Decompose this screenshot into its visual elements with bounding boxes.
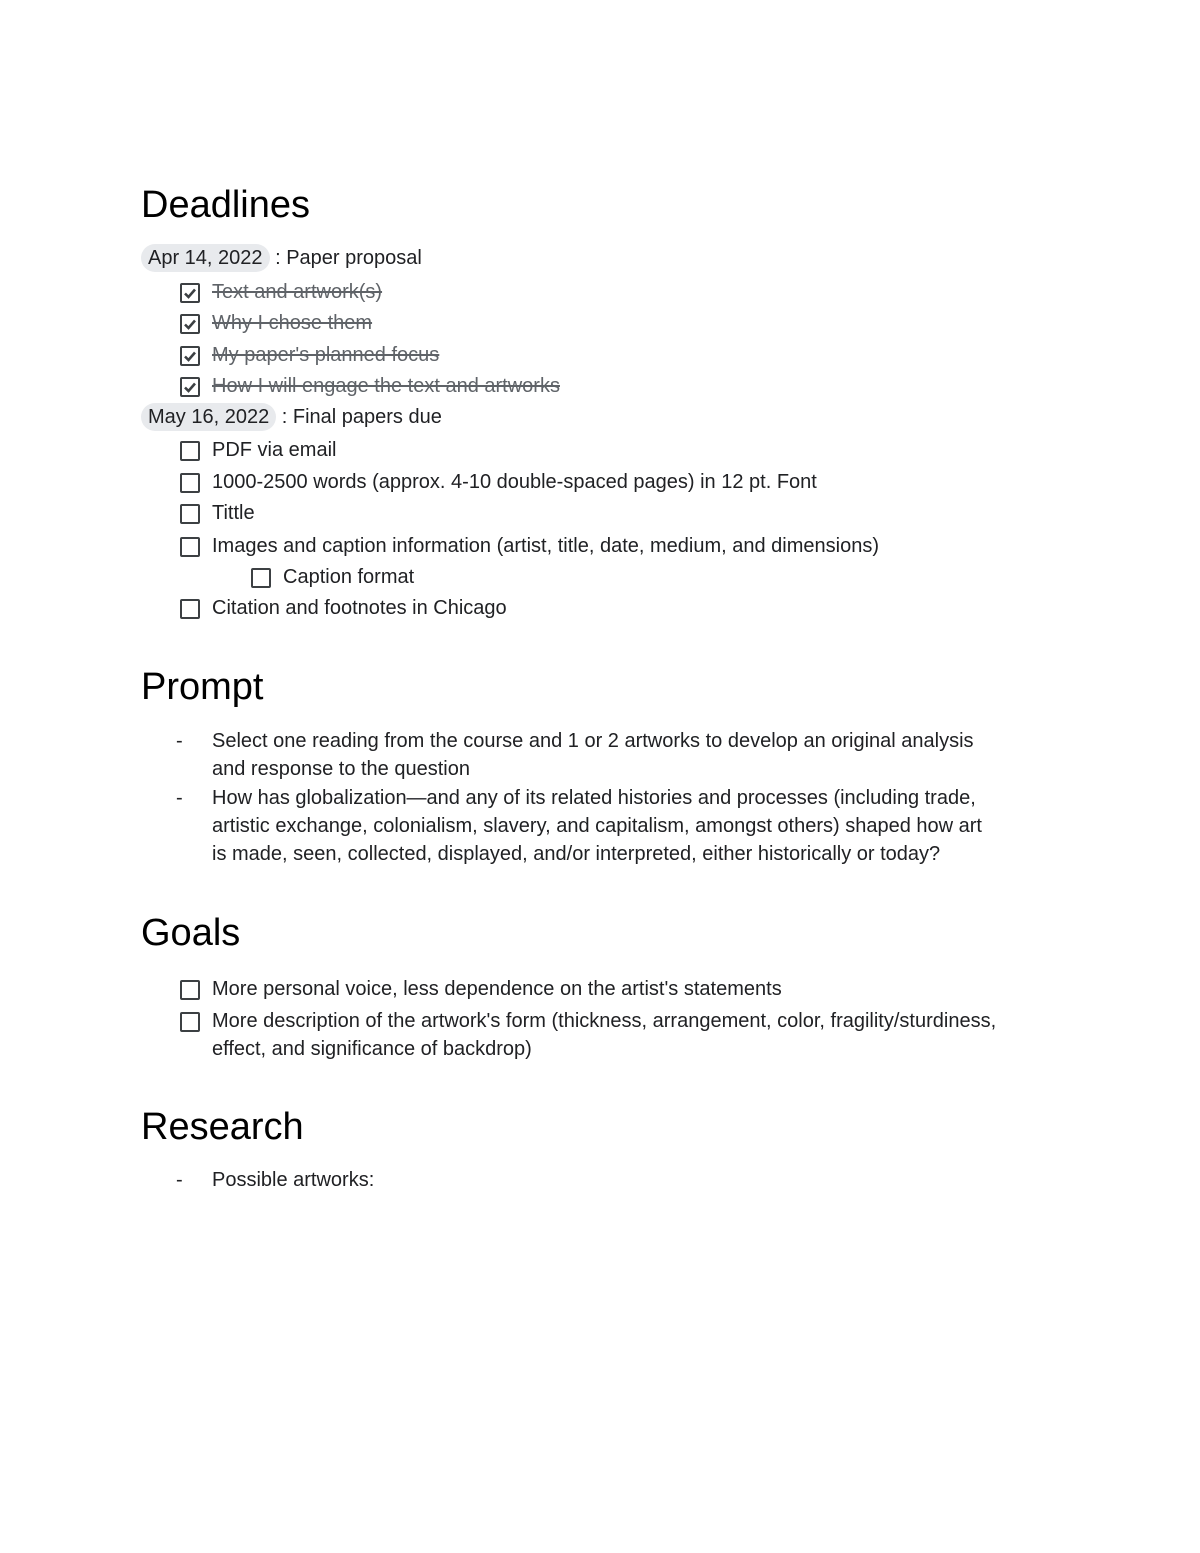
text-line: Select one reading from the course and 1 or 2 artworks to develop an original analysis <box>212 730 974 752</box>
deadlines-heading: Deadlines <box>141 184 310 226</box>
list-item-text <box>212 784 982 868</box>
checkbox-icon[interactable] <box>180 473 200 493</box>
checked-checkbox-icon[interactable] <box>180 346 200 366</box>
checklist-item-text: How I will engage the text and artworks <box>212 375 560 397</box>
text-line: is made, seen, collected, displayed, and/or interpreted, either historically or today? <box>212 843 941 865</box>
proposal-dateline <box>141 244 422 272</box>
checkbox-icon[interactable] <box>180 1012 200 1032</box>
checked-checkbox-icon[interactable] <box>180 283 200 303</box>
final-label: : Final papers due <box>276 406 442 428</box>
dash-bullet: - <box>176 1169 183 1191</box>
proposal-date-chip[interactable]: Apr 14, 2022 <box>141 244 270 272</box>
checklist-item-text: My paper's planned focus <box>212 344 440 366</box>
checklist-item-text: Caption format <box>283 566 415 588</box>
list-item-text <box>212 727 974 783</box>
goals-heading: Goals <box>141 912 241 954</box>
list-item-text <box>212 1166 374 1194</box>
checkbox-icon[interactable] <box>180 504 200 524</box>
checked-checkbox-icon[interactable] <box>180 377 200 397</box>
final-dateline <box>141 403 442 431</box>
checklist-item-text: PDF via email <box>212 439 337 461</box>
prompt-heading: Prompt <box>141 666 264 708</box>
text-line: How has globalization—and any of its related histories and processes (including trade, <box>212 787 976 809</box>
checklist-item-text: Tittle <box>212 502 255 524</box>
text-line: artistic exchange, colonialism, slavery, and capitalism, amongst others) shaped how art <box>212 815 982 837</box>
checkbox-icon[interactable] <box>180 441 200 461</box>
text-line: Possible artworks: <box>212 1169 375 1191</box>
checked-checkbox-icon[interactable] <box>180 314 200 334</box>
checklist-item-text: More personal voice, less dependence on the artist's statements <box>212 978 782 1000</box>
checklist-item-text: Citation and footnotes in Chicago <box>212 597 507 619</box>
checklist-item-text: Why I chose them <box>212 312 373 334</box>
checkbox-icon[interactable] <box>180 599 200 619</box>
text-line: and response to the question <box>212 758 470 780</box>
checklist-item-text: 1000-2500 words (approx. 4-10 double-spaced pages) in 12 pt. Font <box>212 471 817 493</box>
checkbox-icon[interactable] <box>251 568 271 588</box>
research-heading: Research <box>141 1106 304 1148</box>
dash-bullet: - <box>176 730 183 752</box>
checklist-item-text: Images and caption information (artist, title, date, medium, and dimensions) <box>212 535 879 557</box>
checklist-item-text: Text and artwork(s) <box>212 281 383 303</box>
final-date-chip[interactable]: May 16, 2022 <box>141 403 276 431</box>
checkbox-icon[interactable] <box>180 980 200 1000</box>
proposal-label: : Paper proposal <box>269 247 422 269</box>
dash-bullet: - <box>176 787 183 809</box>
checklist-item-text <box>212 1007 996 1063</box>
checkbox-icon[interactable] <box>180 537 200 557</box>
text-line: effect, and significance of backdrop) <box>212 1038 532 1060</box>
text-line: More description of the artwork's form (thickness, arrangement, color, fragility/sturdiness, <box>212 1010 997 1032</box>
